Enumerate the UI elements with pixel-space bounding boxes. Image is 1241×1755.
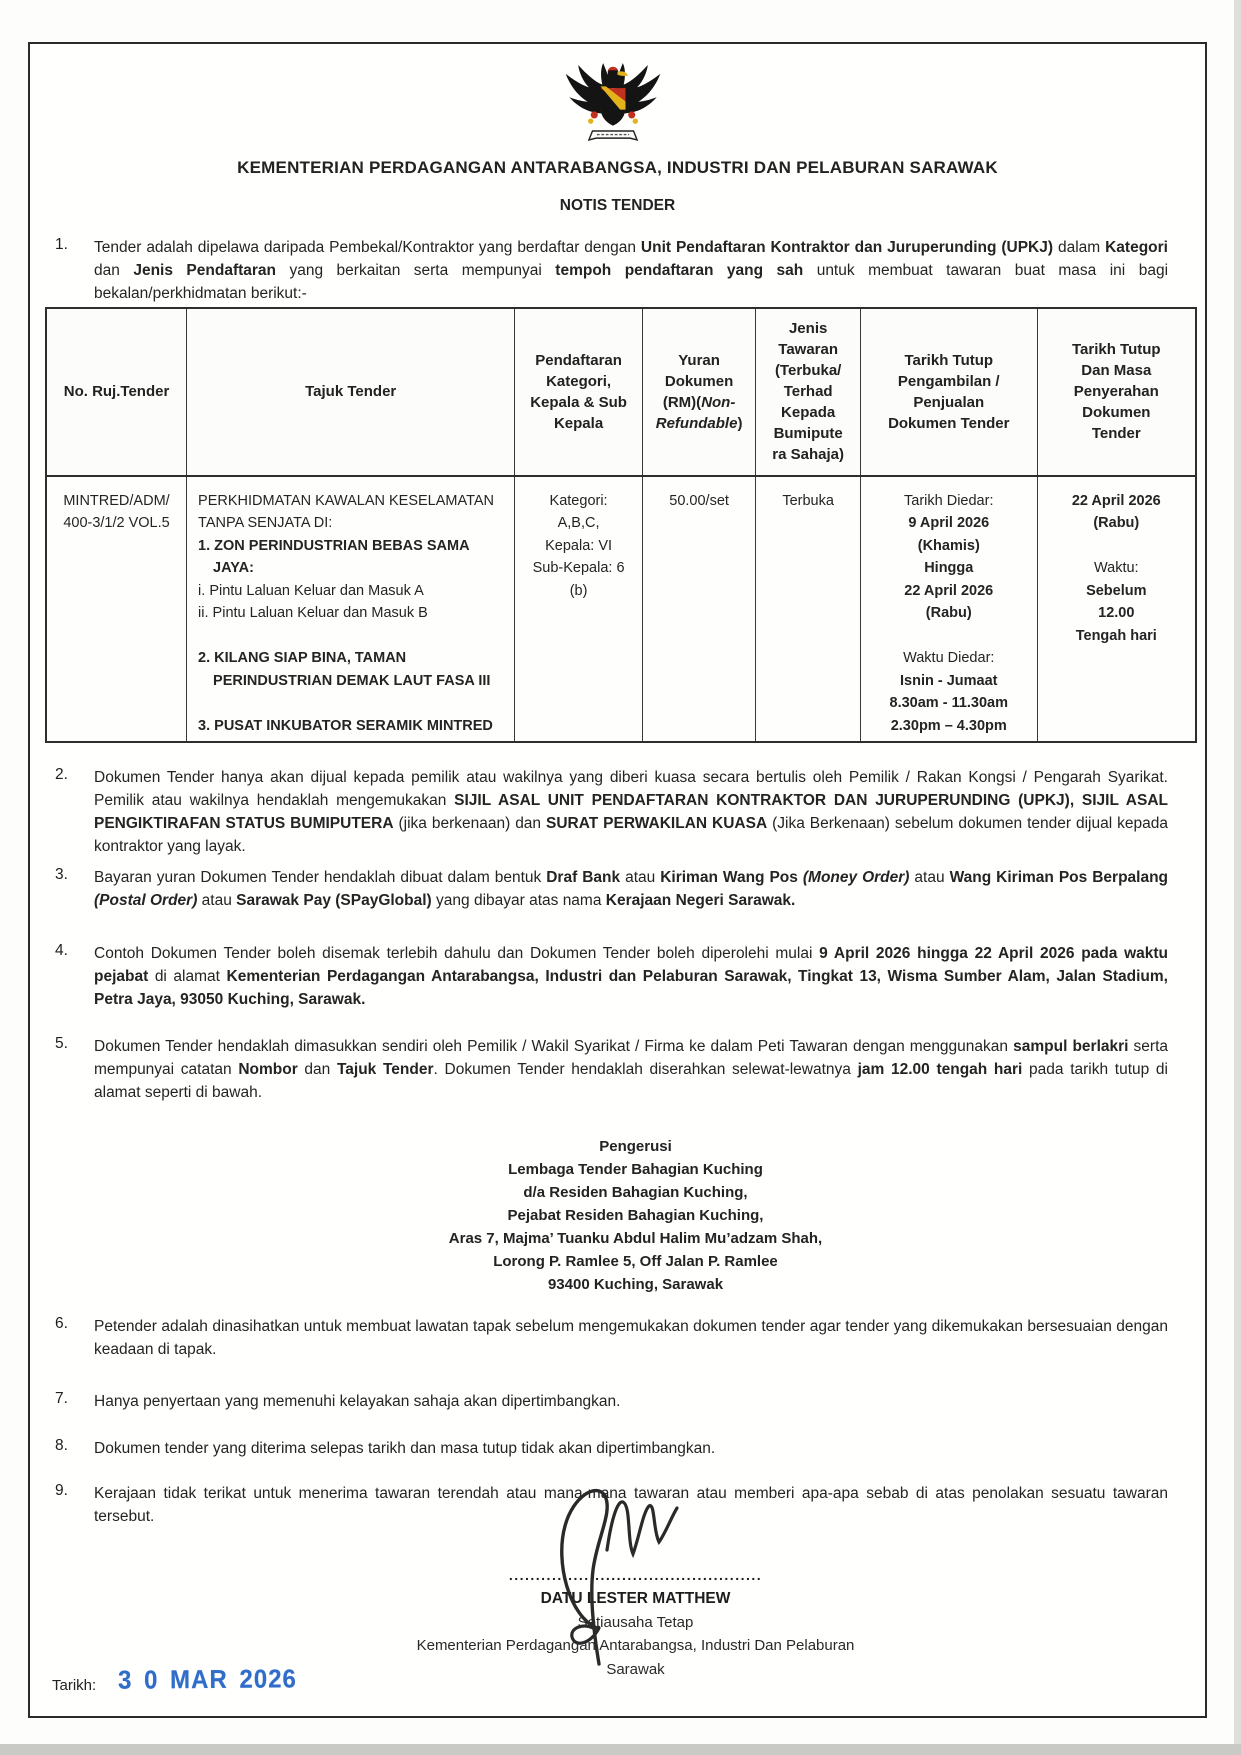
cell-document-fee: 50.00/set bbox=[643, 477, 757, 742]
handwritten-signature bbox=[545, 1478, 695, 1668]
clause-8 bbox=[55, 1437, 1168, 1460]
header-ref-no: No. Ruj.Tender bbox=[47, 309, 187, 475]
clause-7 bbox=[55, 1390, 1168, 1413]
signatory-org-line2: Sarawak bbox=[606, 1660, 665, 1678]
signatory-name: DATU LESTER MATTHEW bbox=[540, 1590, 731, 1607]
clause-text: Dokumen tender yang diterima selepas tarikh dan masa tutup tidak akan dipertimbangkan. bbox=[94, 1440, 716, 1457]
clause-number: 7. bbox=[55, 1390, 68, 1407]
header-document-fee: Yuran Dokumen (RM)(Non- Refundable) bbox=[643, 309, 757, 475]
clause-text: Dokumen Tender hendaklah dimasukkan sendiri oleh Pemilik / Wakil Syarikat / Firma ke dalam Peti Tawaran dengan menggunakan sampul berlakri serta mempunyai catatan Nombor dan Tajuk Tender. Dokumen Tender hendaklah diserahkan selewat-lewatnya jam 12.00 tengah hari pada tarikh tutup di alamat seperti di bawah. bbox=[94, 1038, 1169, 1101]
tender-table bbox=[45, 307, 1197, 743]
cell-sale-closing-date: Tarikh Diedar: 9 April 2026 (Khamis) Hingga 22 April 2026 (Rabu) Waktu Diedar: Isnin - Jumaat 8.30am - 11.30am 2.30pm – 4.30pm bbox=[861, 477, 1038, 742]
clause-number: 8. bbox=[55, 1437, 68, 1454]
clause-1 bbox=[55, 236, 1168, 305]
scan-edge-shadow-right bbox=[1234, 0, 1241, 1755]
cell-submission-closing-date: 22 April 2026 (Rabu) Waktu: Sebelum 12.00 Tengah hari bbox=[1071, 492, 1161, 644]
clause-4 bbox=[55, 942, 1168, 1011]
clause-text: Tender adalah dipelawa daripada Pembekal/Kontraktor yang berdaftar dengan Unit Pendaftaran Kontraktor dan Juruperunding (UPKJ) dalam Kategori dan Jenis Pendaftaran yang berkaitan serta mempunyai tempoh pendaftaran yang sah untuk membuat tawaran buat masa ini bagi bekalan/perkhidmatan berikut:- bbox=[94, 239, 1169, 302]
clause-2 bbox=[55, 766, 1168, 858]
date-label: Tarikh: bbox=[52, 1677, 97, 1694]
clause-number: 1. bbox=[55, 236, 68, 253]
header-registration: Pendaftaran Kategori, Kepala & Sub Kepala bbox=[515, 309, 642, 475]
cell-tender-title: PERKHIDMATAN KAWALAN KESELAMATAN TANPA SENJATA DI: 1. ZON PERINDUSTRIAN BEBAS SAMA JAYA: i. Pintu Laluan Keluar dan Masuk A ii. Pintu Laluan Keluar dan Masuk B 2. KILANG SIAP BINA, TAMAN PERINDUSTRIAN DEMAK LAUT FASA III 3. PUSAT INKUBATOR SERAMIK MINTRED bbox=[187, 477, 515, 742]
clause-text: Dokumen Tender hanya akan dijual kepada pemilik atau wakilnya yang diberi kuasa secara bertulis oleh Pemilik / Rakan Kongsi / Pengarah Syarikat. Pemilik atau wakilnya hendaklah mengemukakan SIJIL ASAL UNIT PENDAFTARAN KONTRAKTOR DAN JURUPERUNDING (UPKJ), SIJIL ASAL PENGIKTIRAFAN STATUS BUMIPUTERA (jika berkenaan) dan SURAT PERWAKILAN KUASA (Jika Berkenaan) sebelum dokumen tender dijual kepada kontraktor yang layak. bbox=[94, 769, 1168, 855]
document-border-frame bbox=[28, 42, 1207, 1718]
clause-6 bbox=[55, 1315, 1168, 1361]
clause-number: 9. bbox=[55, 1482, 68, 1499]
signatory-org-line1: Kementerian Perdagangan Antarabangsa, Industri Dan Pelaburan bbox=[416, 1637, 855, 1654]
notice-title: NOTIS TENDER bbox=[559, 197, 676, 214]
signature-dotted-line: ............................................... bbox=[508, 1567, 763, 1583]
cell-registration: Kategori: A,B,C, Kepala: VI Sub-Kepala: 6 (b) bbox=[515, 477, 642, 742]
clause-text: Bayaran yuran Dokumen Tender hendaklah dibuat dalam bentuk Draf Bank atau Kiriman Wang Pos (Money Order) atau Wang Kiriman Pos Berpalang (Postal Order) atau Sarawak Pay (SPayGlobal) yang dibayar atas nama Kerajaan Negeri Sarawak. bbox=[94, 869, 1169, 909]
header-submission-closing-date: Tarikh Tutup Dan Masa Penyerahan Dokumen Tender bbox=[1071, 341, 1161, 443]
scan-edge-shadow-bottom bbox=[0, 1744, 1241, 1755]
submission-address-block: Pengerusi Lembaga Tender Bahagian Kuching d/a Residen Bahagian Kuching, Pejabat Residen Bahagian Kuching, Aras 7, Majma’ Tuanku Abdul Halim Mu’adzam Shah, Lorong P. Ramlee 5, Off Jalan P. Ramlee 93400 Kuching, Sarawak bbox=[448, 1138, 823, 1293]
clause-5 bbox=[55, 1035, 1168, 1104]
clause-text: Petender adalah dinasihatkan untuk membuat lawatan tapak sebelum mengemukakan dokumen tender agar tender yang dikemukakan bersesuaian dengan keadaan di tapak. bbox=[94, 1318, 1168, 1358]
clause-3 bbox=[55, 866, 1168, 912]
clause-number: 5. bbox=[55, 1035, 68, 1052]
header-tender-title: Tajuk Tender bbox=[187, 309, 515, 475]
clause-number: 6. bbox=[55, 1315, 68, 1332]
date-stamp: 3 0 MAR 2026 bbox=[118, 1664, 297, 1696]
clause-text: Kerajaan tidak terikat untuk menerima tawaran terendah atau mana-mana tawaran atau memberi apa-apa sebab di atas penolakan sesuatu tawaran tersebut. bbox=[94, 1485, 1168, 1525]
clause-number: 2. bbox=[55, 766, 68, 783]
clause-number: 4. bbox=[55, 942, 68, 959]
cell-offer-type: Terbuka bbox=[756, 477, 860, 742]
clause-number: 3. bbox=[55, 866, 68, 883]
tender-table-row bbox=[47, 477, 1195, 742]
sarawak-coat-of-arms-icon bbox=[555, 58, 671, 154]
clause-text: Contoh Dokumen Tender boleh disemak terlebih dahulu dan Dokumen Tender boleh diperolehi mulai 9 April 2026 hingga 22 April 2026 pada waktu pejabat di alamat Kementerian Perdagangan Antarabangsa, Industri dan Pelaburan Sarawak, Tingkat 13, Wisma Sumber Alam, Jalan Stadium, Petra Jaya, 93050 Kuching, Sarawak. bbox=[94, 945, 1169, 1008]
clause-text: Hanya penyertaan yang memenuhi kelayakan sahaja akan dipertimbangkan. bbox=[94, 1393, 621, 1410]
ministry-title: KEMENTERIAN PERDAGANGAN ANTARABANGSA, INDUSTRI DAN PELABURAN SARAWAK bbox=[237, 158, 998, 177]
header-offer-type: Jenis Tawaran (Terbuka/ Terhad Kepada Bumipute ra Sahaja) bbox=[756, 309, 860, 475]
signatory-position: Setiausaha Tetap bbox=[577, 1613, 694, 1631]
tender-table-header-row bbox=[47, 309, 1195, 477]
header-sale-closing-date: Tarikh Tutup Pengambilan / Penjualan Dokumen Tender bbox=[861, 309, 1038, 475]
cell-ref-no: MINTRED/ADM/ 400-3/1/2 VOL.5 bbox=[47, 477, 187, 742]
